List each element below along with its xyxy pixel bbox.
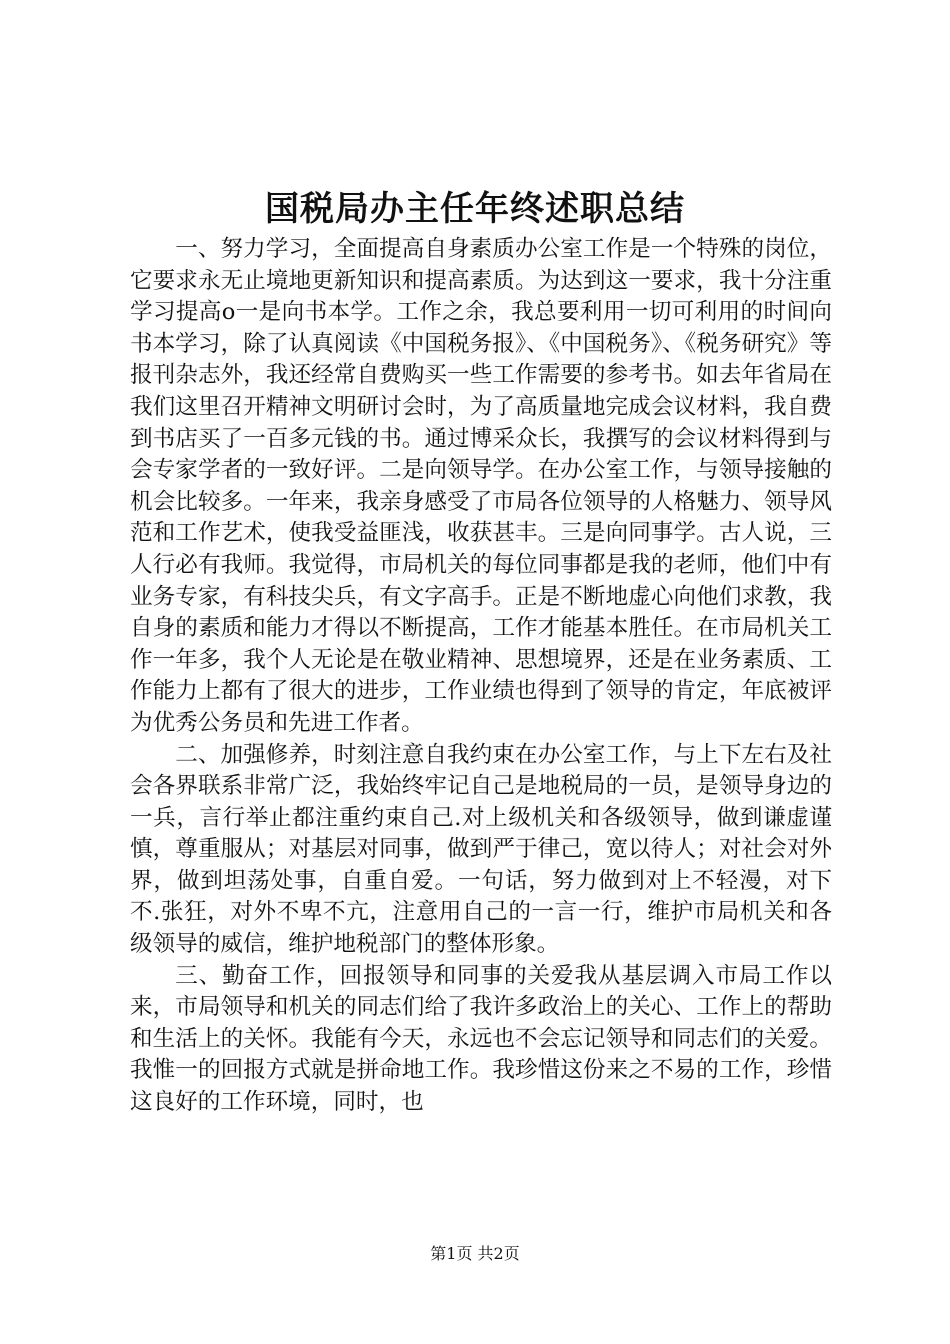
paragraph-3: 三、勤奋工作，回报领导和同事的关爱我从基层调入市局工作以来，市局领导和机关的同志们给了我许多政治上的关心、工作上的帮助和生活上的关怀。我能有今天，永远也不会忘记领导和同志们的关爱。我惟一的回报方式就是拼命地工作。我珍惜这份来之不易的工作，珍惜这良好的工作环境，同时，也 [130,962,832,1116]
paragraph-1: 一、努力学习，全面提高自身素质办公室工作是一个特殊的岗位，它要求永无止境地更新知识和提高素质。为达到这一要求，我十分注重学习提高o一是向书本学。工作之余，我总要利用一切可利用的时间向书本学习，除了认真阅读《中国税务报》、《中国税务》、《税务研究》等报刊杂志外，我还经常自费购买一些工作需要的参考书。如去年省局在我们这里召开精神文明研讨会时，为了高质量地完成会议材料，我自费到书店买了一百多元钱的书。通过博采众长，我撰写的会议材料得到与会专家学者的一致好评。二是向领导学。在办公室工作，与领导接触的机会比较多。一年来，我亲身感受了市局各位领导的人格魅力、领导风范和工作艺术，使我受益匪浅，收获甚丰。三是向同事学。古人说，三人行必有我师。我觉得，市局机关的每位同事都是我的老师，他们中有业务专家，有科技尖兵，有文字高手。正是不断地虚心向他们求教，我自身的素质和能力才得以不断提高，工作才能基本胜任。在市局机关工作一年多，我个人无论是在敬业精神、思想境界，还是在业务素质、工作能力上都有了很大的进步，工作业绩也得到了领导的肯定，年底被评为优秀公务员和先进工作者。 [130,236,832,736]
paragraph-2: 二、加强修养，时刻注意自我约束在办公室工作，与上下左右及社会各界联系非常广泛，我始终牢记自己是地税局的一员，是领导身边的一兵，言行举止都注重约束自己.对上级机关和各级领导，做到谦虚谨慎，尊重服从；对基层对同事，做到严于律己，宽以待人；对社会对外界，做到坦荡处事，自重自爱。一句话，努力做到对上不轻漫，对下不.张狂，对外不卑不亢，注意用自己的一言一行，维护市局机关和各级领导的威信，维护地税部门的整体形象。 [130,741,832,958]
document-body [130,234,832,1119]
page-footer: 第1页 共2页 [430,1244,520,1263]
document-title: 国税局办主任年终述职总结 [265,189,685,229]
